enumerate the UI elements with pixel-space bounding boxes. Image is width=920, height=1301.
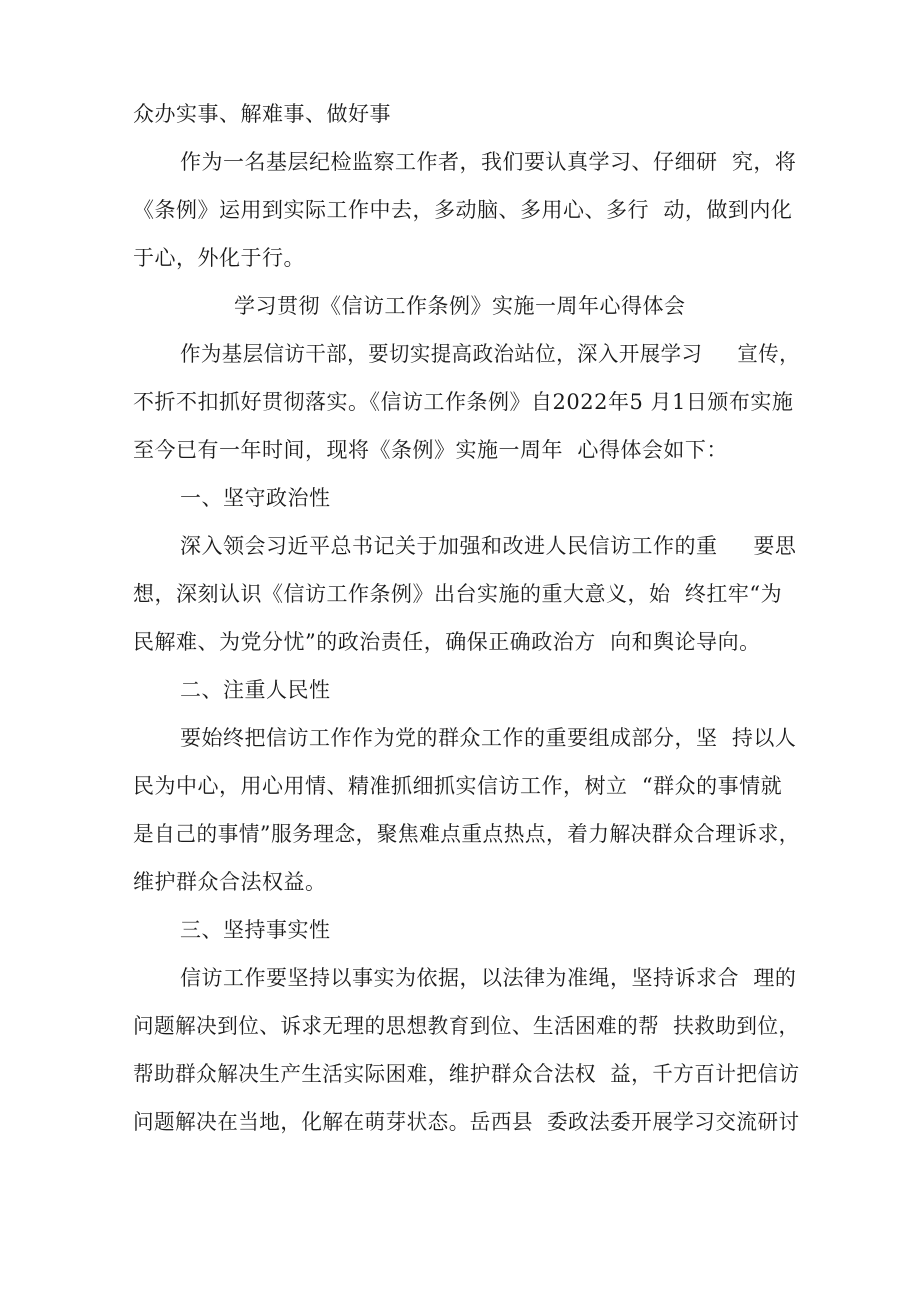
section-heading: 三、坚持事实性 [180,918,331,942]
paragraph-first-line: 要始终把信访工作作为党的群众工作的重要组成部分，坚 持以人 [180,726,797,750]
text-line: 民为中心，用心用情、精准抓细抓实信访工作，树立 “群众的事情就 [133,774,783,798]
text-line: 于心，外化于行。 [133,246,305,270]
text-line: 至今已有一年时间，现将《条例》实施一周年 心得体会如下： [133,438,728,462]
text-line: 民解难、为党分忧”的政治责任，确保正确政治方 向和舆论导向。 [133,630,761,654]
document-title: 学习贯彻《信访工作条例》实施一周年心得体会 [234,294,686,318]
text-line: 维护群众合法权益。 [133,870,327,894]
text-line: 想，深刻认识《信访工作条例》出台实施的重大意义，始 终扛牢“为 [133,582,783,606]
text-line: 问题解决在当地，化解在萌芽状态。岳西县 委政法委开展学习交流研讨 [133,1110,800,1134]
text-line: 是自己的事情”服务理念，聚焦难点重点热点，着力解决群众合理诉求， [133,822,800,846]
section-heading: 一、坚守政治性 [180,486,331,510]
paragraph-first-line: 作为基层信访干部，要切实提高政治站位，深入开展学习 宣传， [180,342,801,366]
text-line: 《条例》运用到实际工作中去，多动脑、多用心、多行 动，做到内化 [133,198,793,222]
section-heading: 二、注重人民性 [180,678,331,702]
paragraph-first-line: 深入领会习近平总书记关于加强和改进人民信访工作的重 要思 [180,534,797,558]
text-line: 不折不扣抓好贯彻落实。《信访工作条例》自2022年5 月1日颁布实施 [133,390,794,414]
text-line: 帮助群众解决生产生活实际困难，维护群众合法权 益，千方百计把信访 [133,1062,800,1086]
text-line: 问题解决到位、诉求无理的思想教育到位、生活困难的帮 扶救助到位， [133,1014,800,1038]
paragraph-first-line: 信访工作要坚持以事实为依据，以法律为准绳，坚持诉求合 理的 [180,966,797,990]
text-line: 众办实事、解难事、做好事 [133,102,391,126]
paragraph-first-line: 作为一名基层纪检监察工作者，我们要认真学习、仔细研 究，将 [180,150,797,174]
